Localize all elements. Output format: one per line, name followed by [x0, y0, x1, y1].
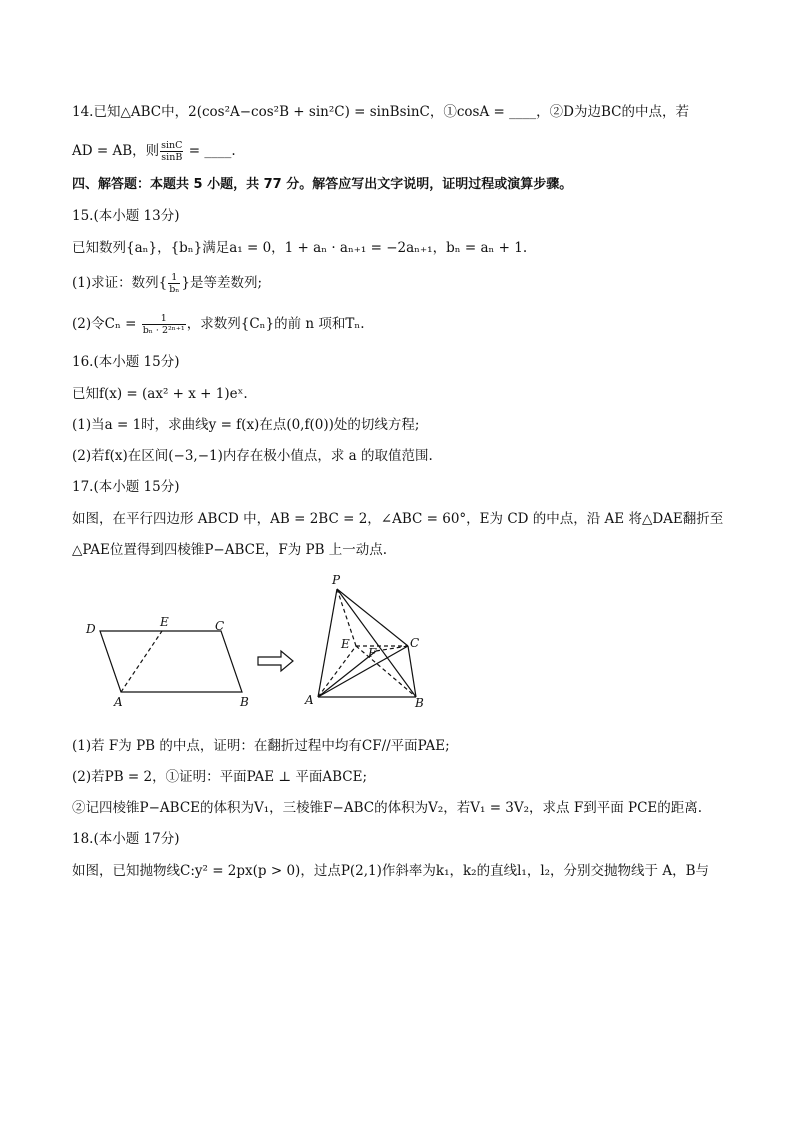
section-four-heading: 四、解答题：本题共 5 小题，共 77 分。解答应写出文字说明，证明过程或演算步骤。: [72, 177, 573, 192]
q15-part2-numerator: 1: [142, 313, 186, 325]
q16-part2: (2)若f(x)在区间(−3,−1)内存在极小值点，求 a 的取值范围.: [72, 448, 433, 464]
pyramid-pabce: [318, 589, 416, 697]
edge-eb-dashed: [356, 646, 416, 697]
arrow-shape: [258, 651, 293, 671]
label-f: F: [368, 646, 377, 660]
label-p: P: [332, 573, 341, 587]
q16-statement: 已知f(x) = (ax² + x + 1)eˣ.: [72, 386, 248, 402]
q14-line1: 14.已知△ABC中，2(cos²A−cos²B + sin²C) = sinBsinC，①cosA = ____，②D为边BC的中点，若: [72, 104, 689, 120]
edge-pa: [318, 589, 337, 697]
q15-heading: 15.(本小题 13分): [72, 208, 180, 224]
q14-fraction-numerator: sinC: [161, 140, 183, 151]
q15-part2-start: (2)令Cₙ =: [72, 316, 141, 332]
label-b-pyramid: B: [415, 696, 424, 710]
q14-fraction-denominator: sinB: [161, 152, 183, 163]
q18-heading: 18.(本小题 17分): [72, 831, 180, 847]
q15-part2-denominator: bₙ · 2²ⁿ⁺¹: [142, 325, 185, 336]
edge-ac: [318, 646, 408, 697]
q17-heading: 17.(本小题 15分): [72, 479, 180, 495]
q15-statement: 已知数列{aₙ}，{bₙ}满足a₁ = 0，1 + aₙ · aₙ₊₁ = −2aₙ₊₁，bₙ = aₙ + 1.: [72, 240, 528, 256]
q17-part1: (1)若 F为 PB 的中点，证明：在翻折过程中均有CF//平面PAE;: [72, 738, 450, 754]
label-c: C: [215, 619, 225, 633]
q14-line2-start: AD = AB，则: [72, 143, 160, 159]
q15-part1-denominator: bₙ: [169, 284, 180, 295]
q14-line2-end: = ____.: [184, 143, 236, 159]
label-a: A: [114, 695, 123, 709]
label-b: B: [240, 695, 249, 709]
q15-part1-end: }是等差数列;: [181, 275, 263, 291]
segment-ae-dashed: [121, 631, 162, 692]
parallelogram-outline: [100, 631, 242, 692]
arrow-icon: [258, 651, 293, 671]
q17-statement-line1: 如图，在平行四边形 ABCD 中，AB = 2BC = 2，∠ABC = 60°，E为 CD 的中点，沿 AE 将△DAE翻折至: [72, 511, 724, 527]
label-a-pyramid: A: [305, 693, 314, 707]
label-c-pyramid: C: [410, 636, 420, 650]
q15-part2-end: ，求数列{Cₙ}的前 n 项和Tₙ.: [186, 316, 365, 332]
parallelogram-abcd: [100, 631, 242, 692]
label-e: E: [160, 615, 169, 629]
q16-heading: 16.(本小题 15分): [72, 354, 180, 370]
q16-part1: (1)当a = 1时，求曲线y = f(x)在点(0,f(0))处的切线方程;: [72, 417, 420, 433]
q17-statement-line2: △PAE位置得到四棱锥P−ABCE，F为 PB 上一动点.: [72, 542, 388, 558]
q15-part1-numerator: 1: [168, 272, 180, 284]
label-d: D: [86, 622, 96, 636]
q15-part1-start: (1)求证：数列{: [72, 275, 168, 291]
q17-part2: (2)若PB = 2，①证明：平面PAE ⊥ 平面ABCE;: [72, 769, 367, 785]
q18-statement: 如图，已知抛物线C:y² = 2px(p > 0)，过点P(2,1)作斜率为k₁，k₂的直线l₁，l₂，分别交抛物线于 A，B与: [72, 863, 710, 879]
edge-cb: [408, 646, 416, 697]
q17-part3: ②记四棱锥P−ABCE的体积为V₁，三棱锥F−ABC的体积为V₂，若V₁ = 3V₂，求点 F到平面 PCE的距离.: [72, 800, 703, 816]
label-e-pyramid: E: [341, 637, 350, 651]
